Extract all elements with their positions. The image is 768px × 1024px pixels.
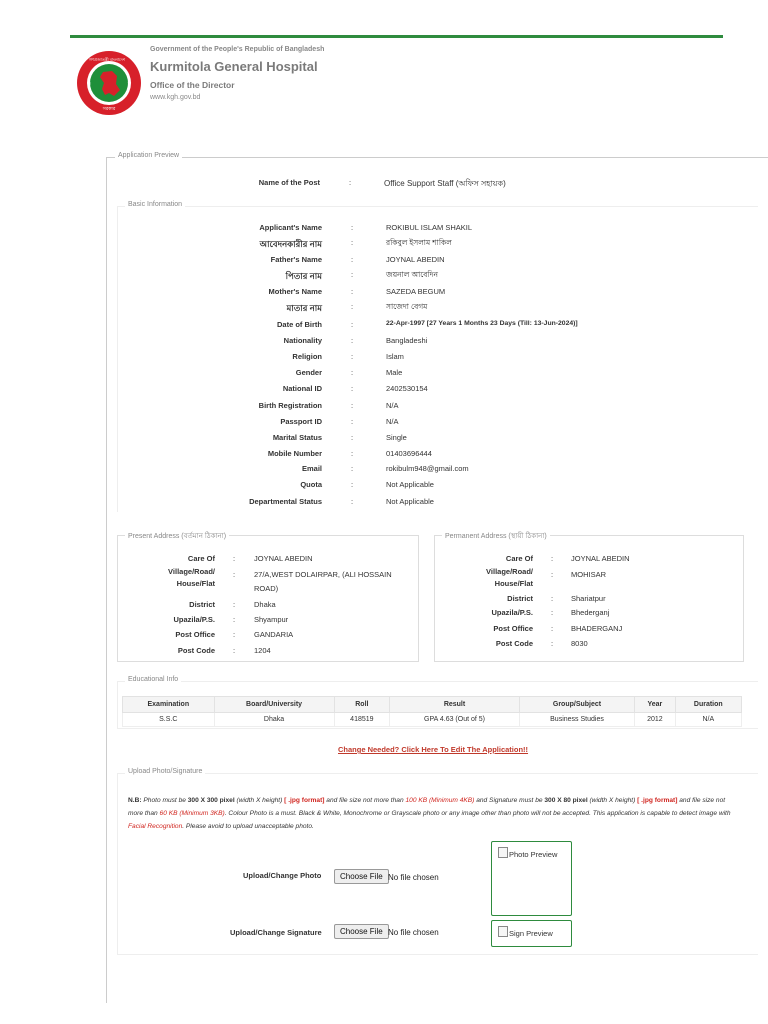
education-column-header: Year [635,697,675,713]
basic-info-row: Father's Name : JOYNAL ABEDIN [0,255,768,267]
govt-name: Government of the People's Republic of Bangladesh [150,46,325,53]
office-name: Office of the Director [150,80,235,90]
basic-info-value: rokibulm948@gmail.com [386,464,469,473]
basic-info-label: মাতার নাম [286,303,322,313]
permanent-address-legend: Permanent Address (স্থায়ী ঠিকানা) [442,530,550,542]
basic-info-label: Religion [292,352,322,361]
basic-info-value: Not Applicable [386,480,434,489]
education-column-header: Result [390,697,520,713]
upload-photo-label: Upload/Change Photo [243,871,322,880]
basic-info-label: Date of Birth [277,320,322,329]
govt-seal-logo [76,50,142,116]
present-address-block: Care Of : JOYNAL ABEDIN Village/Road/ House/Flat : 27/A,WEST DOLAIRPAR, (ALI HOSSAIN ROAD) District : Dhaka Upazila/P.S. : Shyampur Post Office : GANDARIA Post Code : 1204 [168,554,392,655]
svg-text:★: ★ [87,81,92,87]
basic-info-value: SAZEDA BEGUM [386,287,446,296]
basic-info-label: Marital Status [272,433,322,442]
basic-info-row: Religion : Islam [0,352,768,364]
table-cell: 418519 [334,713,390,727]
basic-info-value: জয়নাল আবেদিন [386,270,438,279]
basic-info-value: N/A [386,401,399,410]
basic-info-row: Birth Registration : N/A [0,401,768,413]
present-address-legend: Present Address (বর্তমান ঠিকানা) [125,530,229,542]
signature-preview-box [491,920,572,947]
basic-info-value: JOYNAL ABEDIN [386,255,445,264]
hospital-name: Kurmitola General Hospital [150,59,318,74]
basic-info-value: Single [386,433,407,442]
header-divider [70,35,723,38]
upload-instructions: N.B: Photo must be 300 X 300 pixel (width X height) [ .jpg format] and file size not more than 100 KB (Minimum 4KB) and Signature must be 300 X 80 pixel (width X height) [ .jpg format] and file size not more than 60 KB (Minimum 3KB). Colour Photo is a must. Black & White, Monochrome or Grayscale photo or any image other than photo will not be accepted. This application is capable to detect image with Facial Recognition. Please avoid to upload unacceptable photo. [128,797,731,830]
education-column-header: Duration [675,697,741,713]
edit-application-link[interactable]: Change Needed? Click Here To Edit The Application!! [338,745,529,754]
education-table [122,696,742,727]
table-cell: S.S.C [123,713,215,727]
basic-info-row: Nationality : Bangladeshi [0,336,768,348]
basic-info-row: পিতার নাম : জয়নাল আবেদিন [0,270,768,282]
svg-text:★: ★ [127,81,132,87]
basic-info-row: মাতার নাম : সাজেদা বেগম [0,302,768,314]
basic-info-row: Mobile Number : 01403696444 [0,449,768,461]
permanent-address-block: Care Of : JOYNAL ABEDIN Village/Road/ House/Flat : MOHISAR District : Shariatpur Upazila/P.S. : Bhederganj Post Office : BHADERGANJ Post Code : 8030 [486,554,630,648]
broken-image-icon [498,926,508,937]
table-cell: GPA 4.63 (Out of 5) [390,713,520,727]
basic-info-value: সাজেদা বেগম [386,302,428,311]
basic-info-row: Applicant's Name : ROKIBUL ISLAM SHAKIL [0,223,768,235]
photo-file-status: No file chosen [388,873,439,882]
education-legend: Educational Info [125,676,181,683]
photo-preview-placeholder: Photo Preview [498,847,557,859]
basic-info-value: 01403696444 [386,449,432,458]
basic-info-legend: Basic Information [125,201,185,208]
basic-info-row: Passport ID : N/A [0,417,768,429]
basic-info-value: Bangladeshi [386,336,428,345]
basic-info-row: Departmental Status : Not Applicable [0,497,768,509]
basic-info-label: Applicant's Name [259,223,322,232]
upload-legend: Upload Photo/Signature [125,768,205,775]
basic-info-value: Not Applicable [386,497,434,506]
upload-signature-label: Upload/Change Signature [230,928,322,937]
post-label: Name of the Post [258,178,320,187]
table-cell: 2012 [635,713,675,727]
basic-info-row: আবেদনকারীর নাম : রকিবুল ইসলাম শাকিল [0,238,768,250]
basic-info-label: Email [301,464,322,473]
basic-info-value: 22-Apr-1997 [27 Years 1 Months 23 Days (Till: 13-Jun-2024)] [386,320,578,327]
svg-text:সরকার: সরকার [102,106,116,111]
basic-info-label: National ID [282,384,322,393]
table-row [123,713,742,727]
basic-info-label: Father's Name [270,255,322,264]
signature-preview-placeholder: Sign Preview [498,926,553,938]
basic-info-label: Quota [300,480,322,489]
basic-info-row: Date of Birth : 22-Apr-1997 [27 Years 1 Months 23 Days (Till: 13-Jun-2024)] [0,320,768,332]
basic-info-row: Email : rokibulm948@gmail.com [0,464,768,476]
application-preview-legend: Application Preview [115,152,182,159]
table-cell: N/A [675,713,741,727]
signature-file-status: No file chosen [388,928,439,937]
education-column-header: Group/Subject [519,697,634,713]
basic-info-row: National ID : 2402530154 [0,384,768,396]
basic-info-label: আবেদনকারীর নাম [259,239,322,249]
basic-info-row: Quota : Not Applicable [0,480,768,492]
svg-text:গণপ্রজাতন্ত্রী বাংলাদেশ: গণপ্রজাতন্ত্রী বাংলাদেশ [88,57,126,62]
basic-info-label: Passport ID [280,417,322,426]
basic-info-label: পিতার নাম [285,271,322,281]
basic-info-label: Departmental Status [249,497,322,506]
basic-info-value: ROKIBUL ISLAM SHAKIL [386,223,473,232]
basic-info-label: Mobile Number [267,449,322,458]
basic-info-label: Gender [295,368,322,377]
choose-photo-button[interactable]: Choose File [334,869,389,884]
basic-info-label: Mother's Name [268,287,322,296]
basic-info-label: Birth Registration [258,401,322,410]
basic-info-row: Marital Status : Single [0,433,768,445]
choose-signature-button[interactable]: Choose File [334,924,389,939]
website-url: www.kgh.gov.bd [150,94,201,101]
broken-image-icon [498,847,508,858]
basic-info-value: রকিবুল ইসলাম শাকিল [386,238,452,247]
education-column-header: Examination [123,697,215,713]
basic-info-value: 2402530154 [386,384,428,393]
education-column-header: Roll [334,697,390,713]
photo-preview-box [491,841,572,916]
basic-info-value: Islam [386,352,404,361]
post-row: Name of the Post : Office Support Staff (অফিস সহায়ক) [0,178,768,190]
basic-info-label: Nationality [283,336,322,345]
basic-info-row: Gender : Male [0,368,768,380]
table-cell: Business Studies [519,713,634,727]
basic-info-value: N/A [386,417,399,426]
education-table-header [123,697,742,713]
table-cell: Dhaka [214,713,334,727]
basic-info-value: Male [386,368,403,377]
post-value: Office Support Staff (অফিস সহায়ক) [384,179,506,188]
education-column-header: Board/University [214,697,334,713]
basic-info-row: Mother's Name : SAZEDA BEGUM [0,287,768,299]
